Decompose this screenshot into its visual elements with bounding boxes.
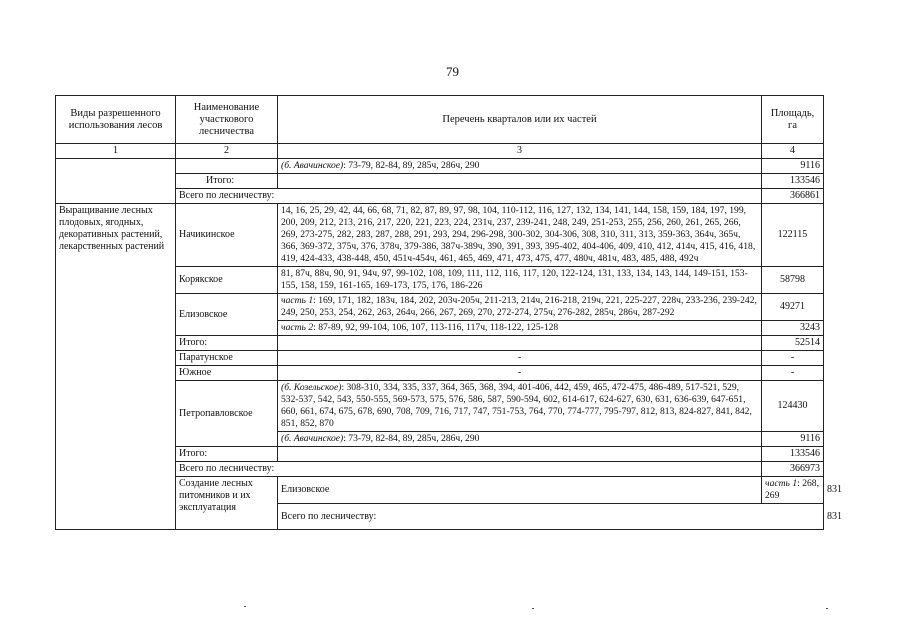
area-cell: 9116 xyxy=(762,432,824,447)
table-row xyxy=(56,159,824,174)
header-area: Площадь, га xyxy=(762,96,824,144)
scan-speck xyxy=(826,608,828,609)
quarters-cell-empty xyxy=(278,174,762,189)
forest-use-table xyxy=(55,95,842,530)
quarters-cell: часть 1: 268, 269 xyxy=(762,477,824,504)
forestry-cell: Корякское xyxy=(176,267,278,294)
col-number-1: 1 xyxy=(56,144,176,159)
page-number: 79 xyxy=(446,64,459,79)
use-cell: Выращивание лесных плодовых, ягодных, декоративных растений, лекарственных растений xyxy=(56,204,176,530)
table-header-row xyxy=(56,96,824,144)
quarters-cell: 81, 87ч, 88ч, 90, 91, 94ч, 97, 99-102, 108, 109, 111, 112, 116, 117, 120, 122-124, 131, 133, 134, 143, 144, 149-151, 153-155, 158, 159, 161-165, 169-173, 175, 176, 186-226 xyxy=(278,267,762,294)
area-cell: 3243 xyxy=(762,321,824,336)
itogo-area: 133546 xyxy=(762,447,824,462)
column-number-row xyxy=(56,144,824,159)
table-row: Создание лесных питомников и их эксплуатация Елизовское часть 1: 268, 269 831 xyxy=(56,477,824,504)
header-forestry: Наименование участкового лесничества xyxy=(176,96,278,144)
col-number-3: 3 xyxy=(278,144,762,159)
quarters-cell: часть 1: 169, 171, 182, 183ч, 184, 202, 203ч-205ч, 211-213, 214ч, 216-218, 219ч, 221, 225-227, 228ч, 233-236, 239-242, 249, 250, 253, 254, 262, 263, 264ч, 266, 267, 269, 270, 272-274, 275ч, 276-282, 285ч, 286ч, 287-292 xyxy=(278,294,762,321)
forestry-cell: Начикинское xyxy=(176,204,278,267)
area-cell: 49271 xyxy=(762,294,824,321)
total-label: Всего по лесничеству: xyxy=(176,462,762,477)
forestry-cell: Петропавловское xyxy=(176,381,278,447)
quarters-cell: (б. Козельское): 308-310, 334, 335, 337, 364, 365, 368, 394, 401-406, 442, 459, 465, 472-475, 486-489, 517-521, 529, 532-537, 542, 543, 550-555, 569-573, 575, 576, 586, 587, 590-594, 602, 614-617, 624-627, 630, 631, 636-639, 647-651, 660, 661, 674, 675, 678, 690, 708, 709, 716, 717, 747, 751-753, 764, 770, 774-777, 795-797, 812, 813, 824-827, 841, 842, 851, 852, 870 xyxy=(278,381,762,432)
quarters-cell: часть 2: 87-89, 92, 99-104, 106, 107, 113-116, 117ч, 118-122, 125-128 xyxy=(278,321,762,336)
forestry-cell: Южное xyxy=(176,366,278,381)
total-label: Всего по лесничеству: xyxy=(176,189,762,204)
itogo-label: Итого: xyxy=(176,447,278,462)
area-cell: - xyxy=(762,366,824,381)
itogo-label: Итого: xyxy=(176,336,278,351)
quarters-cell: (б. Авачинское): 73-79, 82-84, 89, 285ч, 286ч, 290 xyxy=(278,159,762,174)
total-area: 366861 xyxy=(762,189,824,204)
header-quarters: Перечень кварталов или их частей xyxy=(278,96,762,144)
itogo-area: 133546 xyxy=(762,174,824,189)
quarters-cell-empty xyxy=(278,336,762,351)
area-cell: 9116 xyxy=(762,159,824,174)
total-area: 366973 xyxy=(762,462,824,477)
area-cell: 124430 xyxy=(762,381,824,432)
area-cell: 122115 xyxy=(762,204,824,267)
forestry-cell: Елизовское xyxy=(176,294,278,336)
quarters-cell: 14, 16, 25, 29, 42, 44, 66, 68, 71, 82, 87, 89, 97, 98, 104, 110-112, 116, 127, 132, 134, 141, 144, 158, 159, 184, 197, 199, 200, 209, 212, 213, 216, 217, 220, 221, 223, 224, 231ч, 237, 239-241, 248, 249, 251-253, 255, 256, 260, 261, 265, 266, 269, 273-275, 282, 283, 287, 288, 291, 293, 294, 296-298, 300-302, 304-306, 308, 310, 311, 313, 359-363, 364ч, 365ч, 366, 369-372, 375ч, 376, 378ч, 379-386, 387ч-389ч, 390, 391, 393, 395-402, 404-406, 409, 410, 412, 414ч, 415, 416, 418, 419, 424-433, 438-448, 450, 451ч-454ч, 461, 465, 469, 471, 473, 475, 477, 480ч, 481ч, 483, 485, 488, 492ч xyxy=(278,204,762,267)
forestry-cell: Елизовское xyxy=(278,477,762,504)
area-cell: - xyxy=(762,351,824,366)
table-row-total: Всего по лесничеству: 831 xyxy=(56,504,824,530)
header-use: Виды разрешенного использования лесов xyxy=(56,96,176,144)
table-row xyxy=(56,204,824,267)
total-label: Всего по лесничеству: xyxy=(278,504,824,530)
quarters-cell: - xyxy=(278,351,762,366)
use-cell-empty xyxy=(56,159,176,204)
itogo-label: Итого: xyxy=(176,174,278,189)
quarters-cell: (б. Авачинское): 73-79, 82-84, 89, 285ч, 286ч, 290 xyxy=(278,432,762,447)
quarters-cell-empty xyxy=(278,447,762,462)
scan-speck xyxy=(532,608,534,609)
col-number-2: 2 xyxy=(176,144,278,159)
use-cell: Создание лесных питомников и их эксплуатация xyxy=(176,477,278,530)
scan-speck xyxy=(244,606,246,607)
forestry-cell: Паратунское xyxy=(176,351,278,366)
col-number-4: 4 xyxy=(762,144,824,159)
itogo-area: 52514 xyxy=(762,336,824,351)
quarters-cell: - xyxy=(278,366,762,381)
area-cell: 58798 xyxy=(762,267,824,294)
forestry-cell-empty xyxy=(176,159,278,174)
